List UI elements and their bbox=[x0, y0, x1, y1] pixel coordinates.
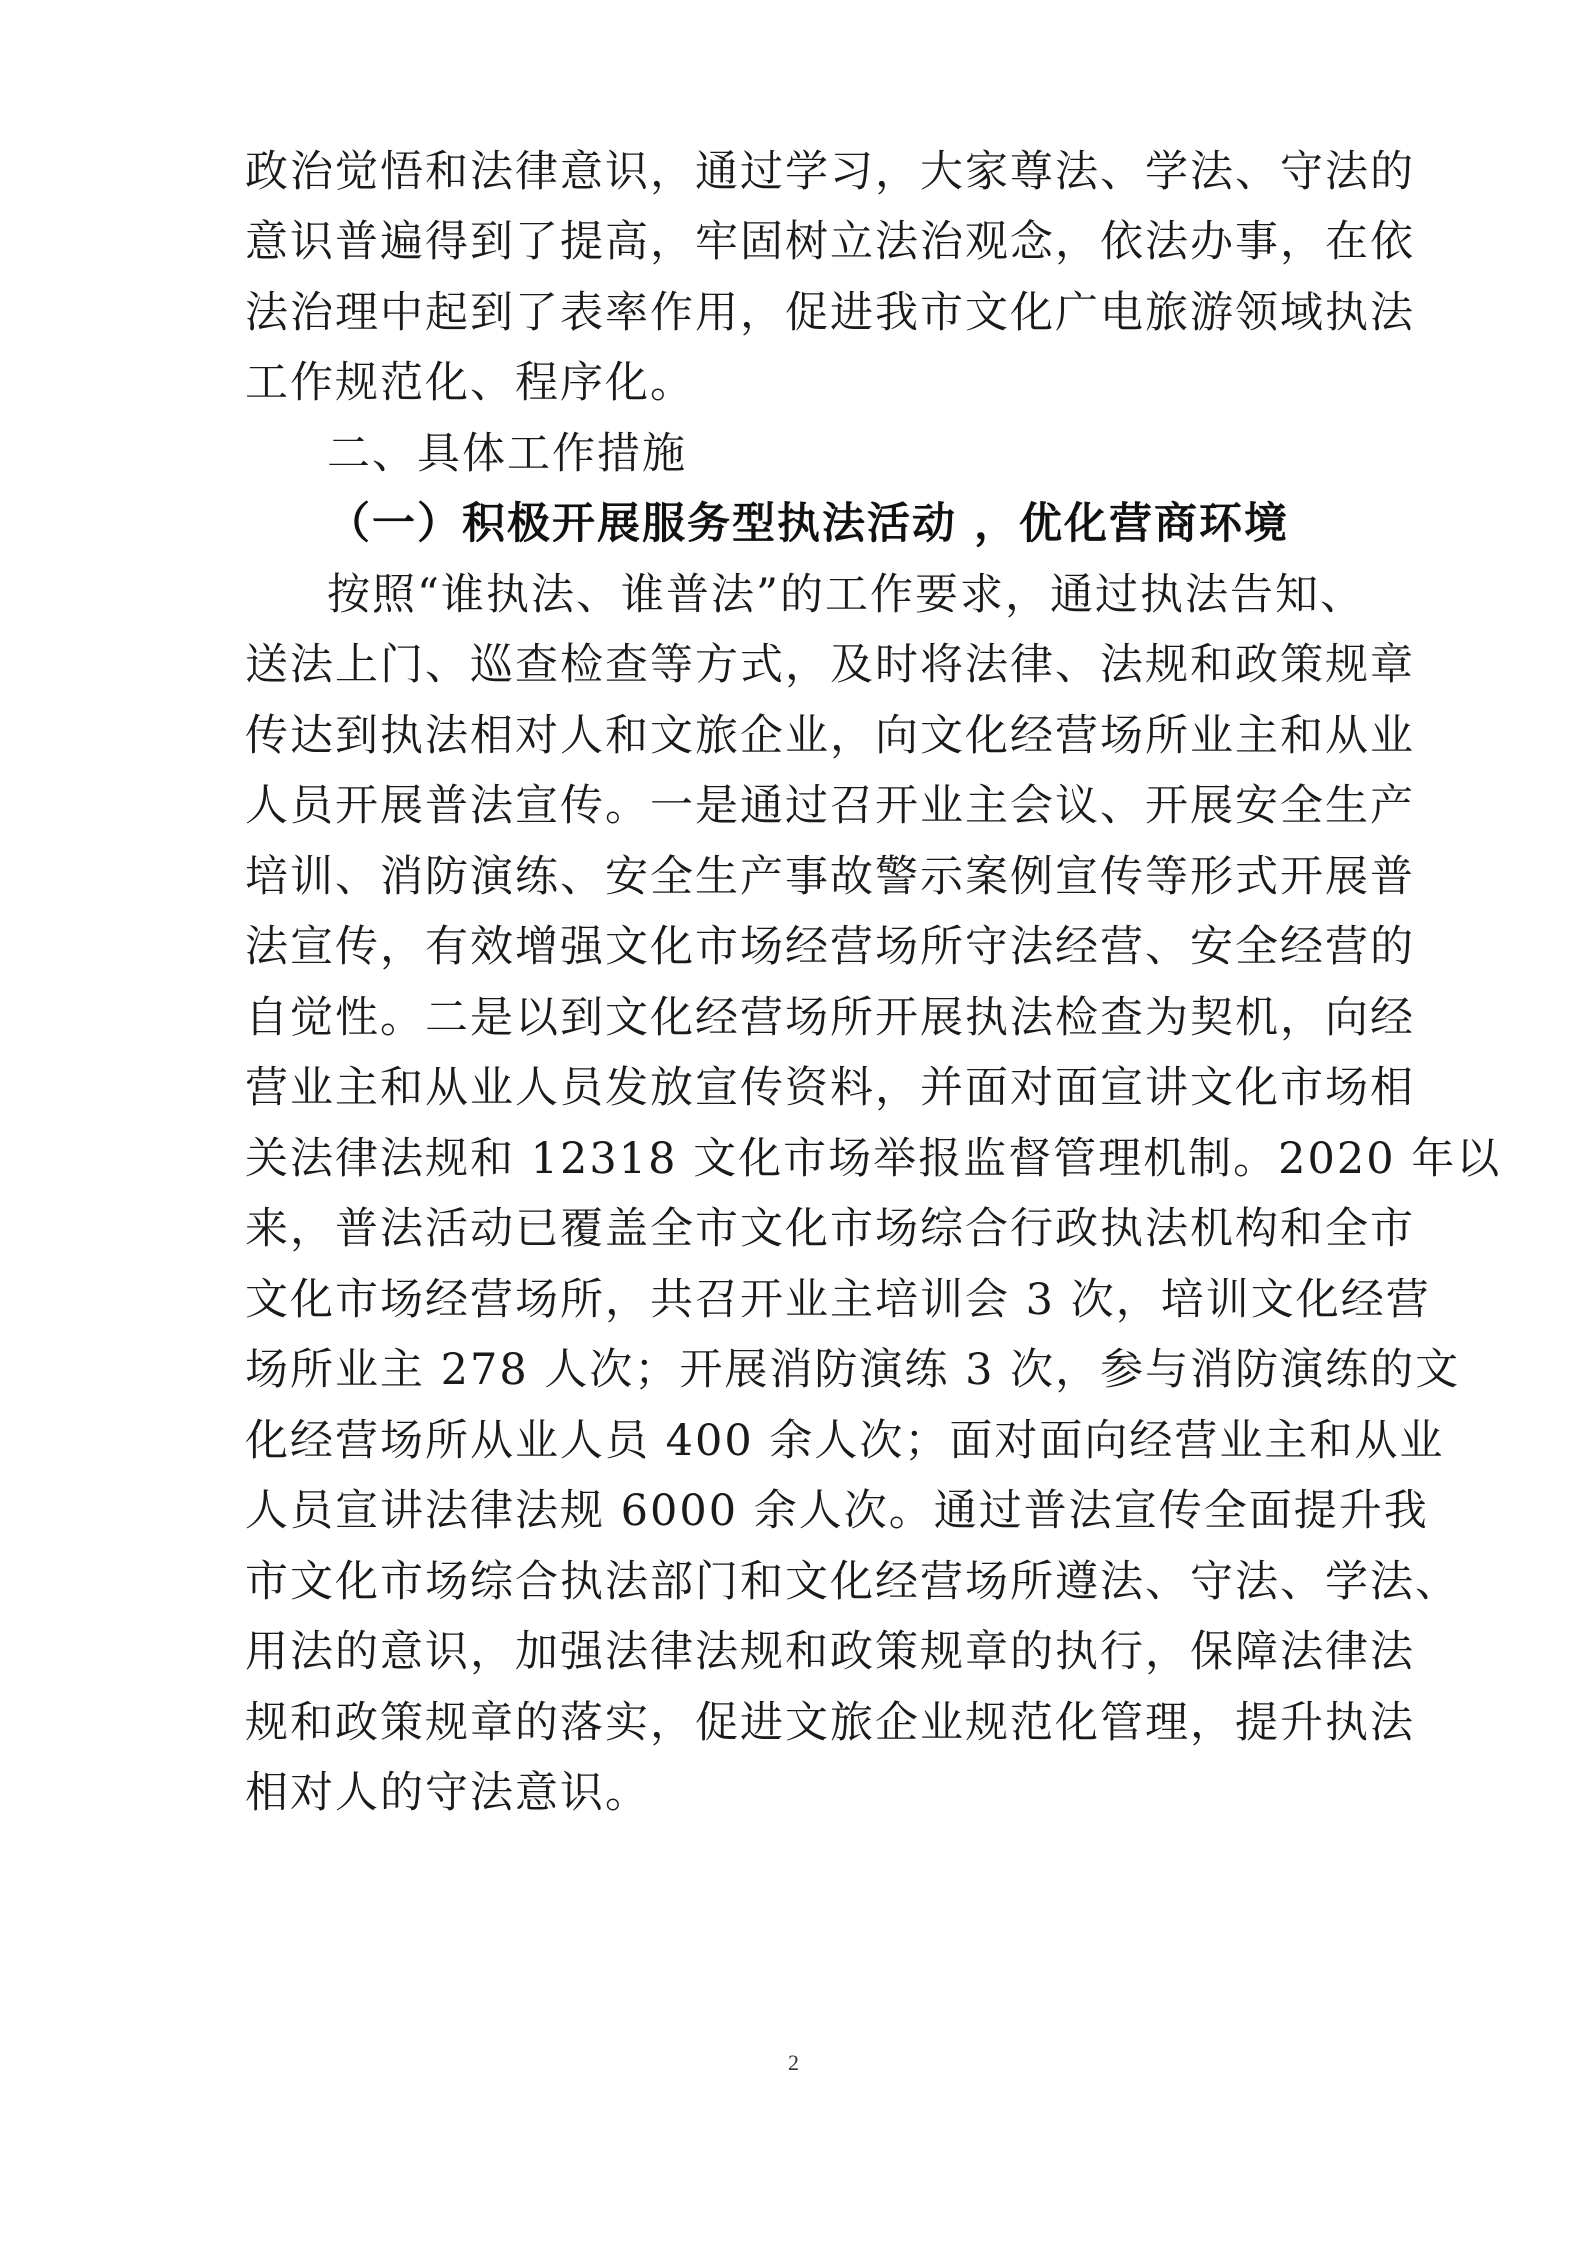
paragraph-line-4: 人员开展普法宣传。一是通过召开业主会议、开展安全生产 bbox=[245, 781, 1415, 831]
paragraph-line-18: 相对人的守法意识。 bbox=[245, 1768, 650, 1818]
body-line-1: 政治觉悟和法律意识，通过学习，大家尊法、学法、守法的 bbox=[245, 147, 1415, 197]
paragraph-line-8: 营业主和从业人员发放宣传资料，并面对面宣讲文化市场相 bbox=[245, 1063, 1415, 1113]
paragraph-line-17: 规和政策规章的落实，促进文旅企业规范化管理，提升执法 bbox=[245, 1698, 1415, 1748]
paragraph-line-14: 人员宣讲法律法规 6000 余人次。通过普法宣传全面提升我 bbox=[245, 1486, 1429, 1536]
paragraph-line-15: 市文化市场综合执法部门和文化经营场所遵法、守法、学法、 bbox=[245, 1557, 1460, 1607]
paragraph-line-10: 来，普法活动已覆盖全市文化市场综合行政执法机构和全市 bbox=[245, 1204, 1415, 1254]
paragraph-line-5: 培训、消防演练、安全生产事故警示案例宣传等形式开展普 bbox=[245, 852, 1415, 902]
paragraph-line-11: 文化市场经营场所，共召开业主培训会 3 次，培训文化经营 bbox=[245, 1275, 1431, 1325]
body-line-3: 法治理中起到了表率作用，促进我市文化广电旅游领域执法 bbox=[245, 288, 1415, 338]
paragraph-line-7: 自觉性。二是以到文化经营场所开展执法检查为契机，向经 bbox=[245, 993, 1415, 1043]
paragraph-line-13: 化经营场所从业人员 400 余人次；面对面向经营业主和从业 bbox=[245, 1416, 1445, 1466]
section-heading: 二、具体工作措施 bbox=[327, 429, 687, 479]
paragraph-line-1: 按照“谁执法、谁普法”的工作要求，通过执法告知、 bbox=[327, 570, 1365, 620]
paragraph-line-3: 传达到执法相对人和文旅企业，向文化经营场所业主和从业 bbox=[245, 711, 1415, 761]
paragraph-line-6: 法宣传，有效增强文化市场经营场所守法经营、安全经营的 bbox=[245, 922, 1415, 972]
paragraph-line-16: 用法的意识，加强法律法规和政策规章的执行，保障法律法 bbox=[245, 1627, 1415, 1677]
subsection-heading: （一）积极开展服务型执法活动 ，优化营商环境 bbox=[327, 499, 1289, 549]
paragraph-line-12: 场所业主 278 人次；开展消防演练 3 次，参与消防演练的文 bbox=[245, 1345, 1461, 1395]
paragraph-line-9: 关法律法规和 12318 文化市场举报监督管理机制。2020 年以 bbox=[245, 1134, 1502, 1184]
paragraph-line-2: 送法上门、巡查检查等方式，及时将法律、法规和政策规章 bbox=[245, 640, 1415, 690]
page-number: 2 bbox=[788, 2050, 799, 2075]
body-line-4: 工作规范化、程序化。 bbox=[245, 358, 695, 408]
body-line-2: 意识普遍得到了提高，牢固树立法治观念，依法办事，在依 bbox=[245, 217, 1415, 267]
